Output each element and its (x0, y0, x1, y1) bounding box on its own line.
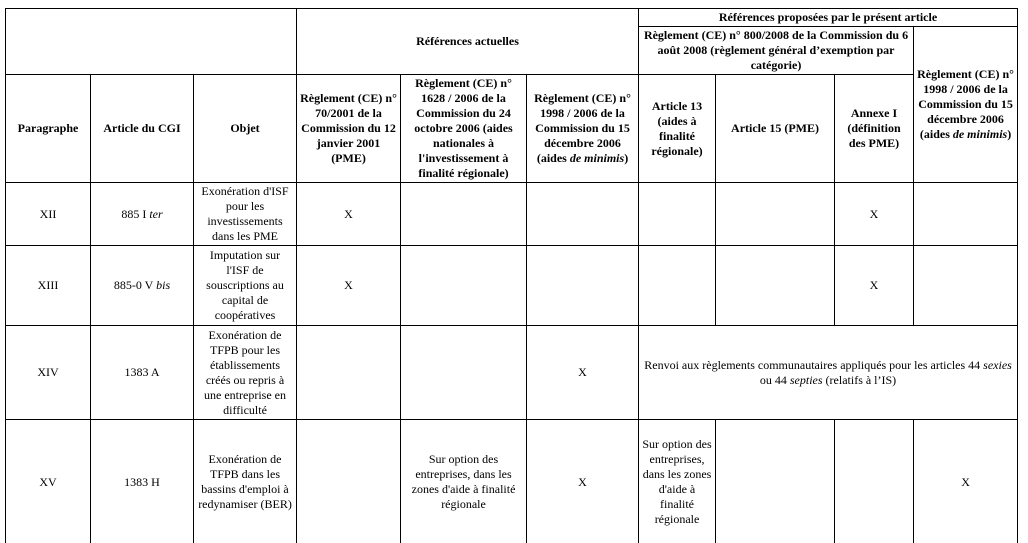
cell-xiii-reg1998-actuel (527, 246, 639, 326)
cell-xii-reg1998-propose (914, 183, 1018, 246)
italic-text-segment: septies (789, 372, 823, 387)
cell-xii-paragraphe: XII (6, 183, 91, 246)
table-row-xiii (6, 246, 1018, 326)
text-segment: 1383 A (124, 365, 160, 379)
cell-xiv-article (91, 326, 194, 420)
table-row-xv (6, 420, 1018, 543)
cell-xv-objet: Exonération de TFPB dans les bassins d'emploi à redynamiser (BER) (194, 420, 297, 543)
cell-xiii-article13 (639, 246, 716, 326)
cell-xv-reg70 (297, 420, 401, 543)
header-objet: Objet (194, 75, 297, 183)
header-article-13: Article 13 (aides à finalité régionale) (639, 75, 716, 183)
text-segment: Règlement (CE) n° 1998 / 2006 de la Commission du 15 décembre 2006 (aides (917, 67, 1014, 141)
cell-xiii-annexe1: X (835, 246, 914, 326)
cell-xiii-article (91, 246, 194, 326)
cell-xiv-reg1998-actuel: X (527, 326, 639, 420)
text-segment: Renvoi aux règlements communautaires appliqués pour les articles 44 (644, 357, 984, 372)
cell-xii-article13 (639, 183, 716, 246)
cell-xii-article15 (716, 183, 835, 246)
header-reg-800-2008: Règlement (CE) n° 800/2008 de la Commission du 6 août 2008 (règlement général d’exemption par catégorie) (639, 27, 914, 75)
table-row-xiv (6, 326, 1018, 420)
italic-text-segment: de minimis (569, 151, 625, 165)
cell-xv-article (91, 420, 194, 543)
header-reg-1998-2006-proposees (914, 27, 1018, 183)
header-annexe-1: Annexe I (définition des PME) (835, 75, 914, 183)
cell-xv-annexe1 (835, 420, 914, 543)
cell-xii-article (91, 183, 194, 246)
table-row-xii (6, 183, 1018, 246)
cell-xii-reg70: X (297, 183, 401, 246)
italic-text-segment: de minimis (952, 127, 1008, 141)
cell-xv-reg1998-actuel: X (527, 420, 639, 543)
cell-xiii-paragraphe: XIII (6, 246, 91, 326)
cell-xiv-reg1628 (401, 326, 527, 420)
cell-xiii-reg70: X (297, 246, 401, 326)
cell-xii-objet: Exonération d'ISF pour les investissements dans les PME (194, 183, 297, 246)
text-segment: (relatifs à l’IS) (822, 372, 897, 387)
cell-xv-reg1628: Sur option des entreprises, dans les zones d'aide à finalité régionale (401, 420, 527, 543)
cell-xv-article13: Sur option des entreprises, dans les zones d'aide à finalité régionale (639, 420, 716, 543)
cell-xv-reg1998-propose: X (914, 420, 1018, 543)
cell-xii-reg1628 (401, 183, 527, 246)
header-reg-1998-2006-actuelles (527, 75, 639, 183)
header-paragraphe: Paragraphe (6, 75, 91, 183)
header-reg-1628-2006: Règlement (CE) n° 1628 / 2006 de la Commission du 24 octobre 2006 (aides nationales à l'investissement à finalité régionale) (401, 75, 527, 183)
cell-xv-article15 (716, 420, 835, 543)
header-article-15: Article 15 (PME) (716, 75, 835, 183)
cell-xiv-reg70 (297, 326, 401, 420)
cell-xii-annexe1: X (835, 183, 914, 246)
cell-xv-paragraphe: XV (6, 420, 91, 543)
cell-xiii-article15 (716, 246, 835, 326)
corner-empty-cell (6, 9, 297, 75)
text-segment: ou 44 (759, 372, 790, 387)
italic-text-segment: bis (156, 278, 171, 292)
cell-xii-reg1998-actuel (527, 183, 639, 246)
header-article-cgi: Article du CGI (91, 75, 194, 183)
header-references-proposees: Références proposées par le présent article (639, 9, 1018, 27)
cell-xiv-paragraphe: XIV (6, 326, 91, 420)
cell-xiii-reg1998-propose (914, 246, 1018, 326)
italic-text-segment: ter (149, 206, 163, 221)
cell-xiii-reg1628 (401, 246, 527, 326)
header-references-actuelles: Références actuelles (297, 9, 639, 75)
text-segment: 885 I (121, 206, 150, 221)
text-segment: ) (1007, 127, 1012, 141)
cell-xiv-objet: Exonération de TFPB pour les établissements créés ou repris à une entreprise en difficulté (194, 326, 297, 420)
cgi-regulation-reference-table (5, 8, 1018, 543)
italic-text-segment: sexies (983, 357, 1012, 372)
text-segment: 885-0 V (113, 278, 157, 292)
text-segment: ) (624, 151, 629, 165)
text-segment: 1383 H (124, 474, 160, 489)
header-reg-70-2001: Règlement (CE) n° 70/2001 de la Commission du 12 janvier 2001 (PME) (297, 75, 401, 183)
cell-xiv-renvoi-note (639, 326, 1018, 420)
text-segment: Règlement (CE) n° 1998 / 2006 de la Commission du 15 décembre 2006 (aides (534, 91, 631, 165)
cell-xiii-objet: Imputation sur l'ISF de souscriptions au capital de coopératives (194, 246, 297, 326)
